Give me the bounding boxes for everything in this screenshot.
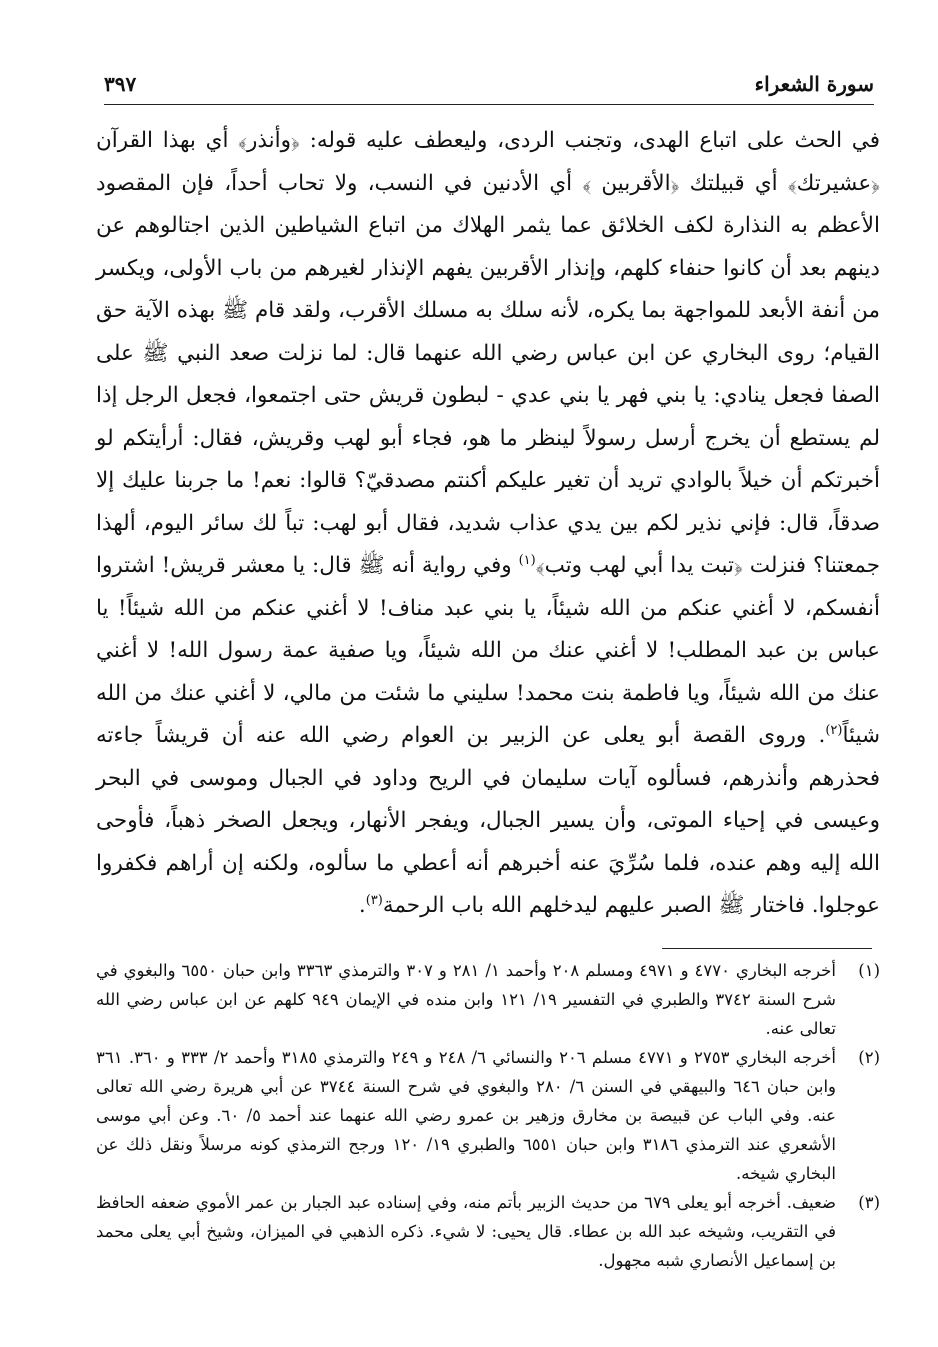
text-part-2: وفي رواية أنه ﷺ قال: يا معشر قريش! اشتروا أنفسكم، لا أغني عنكم من الله شيئاً، يا بني عبد مناف! لا أغني عنكم من الله شيئاً! يا عباس بن عبد المطلب! لا أغني عنك من الله شيئاً، ويا صفية عمة رسول الله! لا أغني عنك من الله شيئاً، ويا فاطمة بنت محمد! سليني ما شئت من مالي، لا أغني عنك من الله شيئاً	[96, 553, 880, 748]
footnote-ref-3: (٣)	[365, 892, 383, 908]
footnote-number: (٣)	[858, 1193, 880, 1212]
footnote-ref-1: (١)	[518, 552, 536, 568]
footnote-number: (١)	[858, 961, 880, 980]
main-paragraph	[96, 120, 880, 928]
footnote-text: أخرجه البخاري ٤٧٧٠ و ٤٩٧١ ومسلم ٢٠٨ وأحمد ١/ ٢٨١ و ٣٠٧ والترمذي ٣٣٦٣ وابن حبان ٦٥٥٠ والبغوي في شرح السنة ٣٧٤٢ والطبري في التفسير ١٩/ ١٢١ وابن منده في الإيمان ٩٤٩ كلهم عن ابن عباس رضي الله تعالى عنه.	[96, 961, 836, 1038]
footnote-ref-2: (٢)	[825, 722, 843, 738]
main-text	[96, 120, 880, 928]
footnote-1	[96, 956, 880, 1043]
page-number: ٣٩٧	[104, 72, 137, 96]
running-header	[104, 64, 874, 105]
footnote-separator	[662, 948, 872, 949]
footnotes	[96, 956, 880, 1275]
footnote-number: (٢)	[858, 1048, 880, 1067]
footnote-3	[96, 1188, 880, 1275]
footnote-text: أخرجه البخاري ٢٧٥٣ و ٤٧٧١ مسلم ٢٠٦ والنسائي ٦/ ٢٤٨ و ٢٤٩ والترمذي ٣١٨٥ وأحمد ٢/ ٣٣٣ و ٣٦٠. ٣٦١ وابن حبان ٦٤٦ والبيهقي في السنن ٦/ ٢٨٠ والبغوي في شرح السنة ٣٧٤٤ عن أبي هريرة رضي الله تعالى عنه. وفي الباب عن قبيصة بن مخارق وزهير بن عمرو رضي الله عنهما عند أحمد ٥/ ٦٠. وعن أبي موسى الأشعري عند الترمذي ٣١٨٦ وابن حبان ٦٥٥١ والطبري ١٩/ ١٢٠ ورجح الترمذي كونه مرسلاً ونقل ذلك عن البخاري شيخه.	[96, 1048, 836, 1183]
footnote-2	[96, 1043, 880, 1188]
footnote-text: ضعيف. أخرجه أبو يعلى ٦٧٩ من حديث الزبير بأتم منه، وفي إسناده عبد الجبار بن عمر الأموي ضعفه الحافظ في التقريب، وشيخه عبد الله بن عطاء. قال يحيى: لا شيء. ذكره الذهبي في الميزان، وشيخ أبي يعلى محمد بن إسماعيل الأنصاري شبه مجهول.	[96, 1193, 837, 1270]
surah-title: سورة الشعراء	[754, 72, 874, 96]
text-part-3: . وروى القصة أبو يعلى عن الزبير بن العوام رضي الله عنه أن قريشاً جاءته فحذرهم وأنذرهم، فسألوه آيات سليمان في الريح وداود في الجبال وموسى في البحر وعيسى في إحياء الموتى، وأن يسير الجبال، ويفجر الأنهار، ويجعل الصخر ذهباً، فأوحى الله إليه وهم عنده، فلما سُرِّيَ عنه أخبرهم أنه أعطي ما سألوه، ولكنه إن أراهم فكفروا عوجلوا. فاختار ﷺ الصبر عليهم ليدخلهم الله باب الرحمة	[96, 723, 880, 918]
text-part-1: في الحث على اتباع الهدى، وتجنب الردى، وليعطف عليه قوله: ﴿وأنذر﴾ أي بهذا القرآن ﴿عشيرتك﴾ أي قبيلتك ﴿الأقربين ﴾ أي الأدنين في النسب، ولا تحاب أحداً، فإن المقصود الأعظم به النذارة لكف الخلائق عما يثمر الهلاك من اتباع الشياطين الذين اجتالوهم عن دينهم بعد أن كانوا حنفاء كلهم، وإنذار الأقربين يفهم الإنذار لغيرهم من باب الأولى، ويكسر من أنفة الأبعد للمواجهة بما يكره، لأنه سلك به مسلك الأقرب، ولقد قام ﷺ بهذه الآية حق القيام؛ روى البخاري عن ابن عباس رضي الله عنهما قال: لما نزلت صعد النبي ﷺ على الصفا فجعل ينادي: يا بني فهر يا بني عدي - لبطون قريش حتى اجتمعوا، فجعل الرجل إذا لم يستطع أن يخرج أرسل رسولاً لينظر ما هو، فجاء أبو لهب وقريش، فقال: أرأيتكم لو أخبرتكم أن خيلاً بالوادي تريد أن تغير عليكم أكنتم مصدقيّ؟ قالوا: نعم! ما جربنا عليك إلا صدقاً، قال: فإني نذير لكم بين يدي عذاب شديد، فقال أبو لهب: تباً لك سائر اليوم، ألهذا جمعتنا؟ فنزلت ﴿تبت يدا أبي لهب وتب﴾	[96, 128, 880, 578]
text-part-4: .	[358, 893, 366, 918]
